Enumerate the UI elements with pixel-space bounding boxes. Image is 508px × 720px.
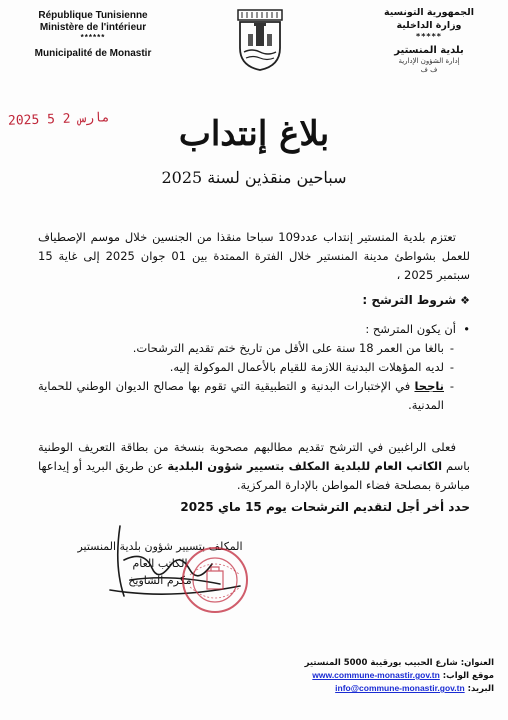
- intro-paragraph: تعتزم بلدية المنستير إنتداب عدد109 سباحا منقذا من الجنسين خلال موسم الإصطياف للعمل بشواطئ مدينة المنستير خلال الفترة الممتدة بين 01 جوان 2025 إلى غاية 15 سبتمبر 2025 ،: [38, 230, 470, 282]
- conditions-lead: • أن يكون المترشح :: [38, 320, 470, 339]
- header-fr-municipality: Municipalité de Monastir: [34, 48, 152, 59]
- footer-email-label: البريد:: [467, 684, 494, 694]
- header-arabic: [364, 6, 494, 75]
- header-fr-stars: ******: [80, 33, 106, 42]
- signature-title: الكاتب العام: [132, 557, 188, 570]
- footer-email-row: [234, 682, 494, 695]
- application-text-2: عن طريق البريد أو إيداعها مباشرة بمصلحة فضاء المواطن بالإدارة المركزية.: [38, 459, 470, 492]
- footer-website-row: [234, 669, 494, 682]
- header-ar-department: إدارة الشؤون الإدارية: [398, 57, 460, 65]
- received-date-stamp: 2025 مارس 2 5: [7, 110, 110, 129]
- signature-role: المكلف بتسيير شؤون بلدية المنستير: [77, 540, 243, 553]
- document-subtitle: سباحين منقذين لسنة 2025: [161, 168, 347, 187]
- footer-website-link[interactable]: www.commune-monastir.gov.tn: [312, 670, 440, 680]
- footer-contact: [234, 657, 494, 695]
- conditions-heading: [38, 291, 470, 310]
- deadline-notice: حدد أخر أجل لتقديم الترشحات يوم 15 ماي 2025: [180, 500, 470, 514]
- document-title: بلاغ إنتداب: [178, 114, 330, 154]
- header-ar-reference: ف ف: [420, 66, 438, 74]
- footer-address: العنوان: شارع الحبيب بورقيبة 5000 المنستير: [304, 658, 494, 668]
- header-ar-line1: الجمهورية التونسية: [384, 7, 474, 18]
- diamond-bullet-icon: ❖: [460, 294, 470, 307]
- header-fr-line1: République Tunisienne: [38, 10, 148, 21]
- header-ar-municipality: بلدية المنستير: [394, 45, 464, 56]
- application-text-1: فعلى الراغبين في الترشح تقديم مطالبهم مصحوبة بنسخة من بطاقة التعريف الوطنية باسم: [38, 440, 470, 473]
- footer-email-link[interactable]: info@commune-monastir.gov.tn: [335, 683, 465, 693]
- condition-item-tests-text: في الإختبارات البدنية و التطبيقية التي تقوم بها مصالح الديوان الوطني للحماية المدنية.: [38, 379, 444, 412]
- condition-item-tests: [38, 377, 444, 415]
- condition-item-age: - بالغا من العمر 18 سنة على الأقل من تاريخ ختم تقديم الترشحات.: [38, 339, 444, 358]
- signature-name: مكرم الشاويخ: [128, 574, 192, 587]
- condition-emphasis: ناجحا: [414, 379, 444, 393]
- condition-item-fitness: - لديه المؤهلات البدنية اللازمة للقيام بالأعمال الموكولة إليه.: [38, 358, 444, 377]
- official-seal-icon: [180, 545, 250, 615]
- footer-website-label: موقع الواب:: [442, 671, 494, 681]
- conditions-list: [38, 320, 470, 415]
- conditions-heading-text: شروط الترشح :: [362, 293, 457, 307]
- application-paragraph: [38, 438, 470, 495]
- header-ar-line2: وزارة الداخلية: [396, 20, 462, 31]
- header-french: [18, 10, 168, 60]
- municipal-emblem-icon: [236, 8, 284, 72]
- header-ar-stars: *****: [416, 32, 442, 41]
- application-recipient: الكاتب العام للبلدية المكلف بتسيير شؤون البلدية: [167, 459, 443, 473]
- header-fr-line2: Ministère de l'intérieur: [39, 22, 147, 33]
